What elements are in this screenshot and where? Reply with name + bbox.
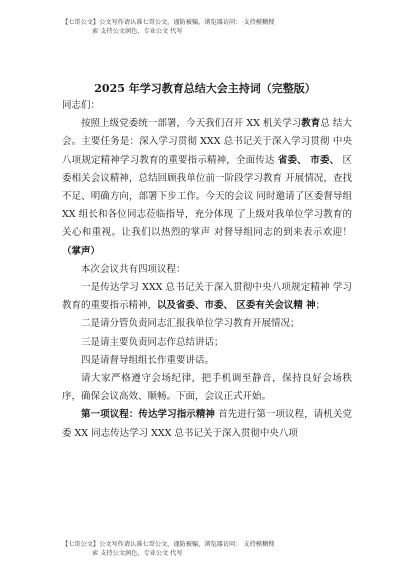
paragraph-intro: 按照上级党委统一部署，今天我们召开 XX 机关学习教育总 结大会。主要任务是：深入学习贯彻 XXX 总书记关于深入学习贯彻 中央八项规定精神学习教育的重要指示精神，全面传达 省委、 市委、 区委相关会议精神，总结回顾我单位前一阶段学习教育 开展情况，查找不足、明确方向，部署下步工作。今天的会议 同时邀请了区委督导组 XX 组长和各位同志莅临指导，充分体现 了上级对我单位学习教育的关心和重视。让我们以热烈的掌声 对督导组同志的到来表示欢迎！（掌声） xyxy=(62,118,352,257)
paragraph-agenda-2: 二是请分管负责同志汇报我单位学习教育开展情况； xyxy=(81,318,300,330)
footer-line-1: 【七哥公文】公文写作请认准七哥公文，谨防被骗，浏览器访问： 支持模糊搜 xyxy=(62,541,275,548)
paragraph-agenda-intro: 本次会议共有四项议程： xyxy=(81,263,186,275)
paragraph-agenda-1: 一是传达学习 XXX 总书记关于深入贯彻中央八项规定精神 学习教育的重要指示精神，以及省委、市委、 区委有关会议精 神； xyxy=(62,282,352,312)
document-body xyxy=(62,97,352,443)
paragraph-item-1: 第一项议程：传达学习指示精神 首先进行第一项议程，请机关党委 XX 同志传达学习 XXX 总书记关于深入贯彻中央八项 xyxy=(62,409,352,439)
page-footer xyxy=(62,540,370,558)
header-line-1: 【七哥公文】公文写作请认准七哥公文，谨防被骗，浏览器访问： 支持模糊搜 xyxy=(62,19,275,26)
footer-line-2: 索 支持公文润色，专业公文 代写 xyxy=(92,550,183,557)
paragraph-agenda-4: 四是请督导组组长作重要讲话。 xyxy=(81,354,215,366)
page-header xyxy=(62,18,370,36)
document-title: 2025 年学习教育总结大会主持词（完整版） xyxy=(94,82,316,95)
header-line-2: 索 支持公文润色，专业公文 代写 xyxy=(92,28,183,35)
salutation: 同志们： xyxy=(62,100,101,111)
paragraph-agenda-3: 三是请主要负责同志作总结讲话； xyxy=(81,336,224,348)
paragraph-discipline: 请大家严格遵守会场纪律，把手机调至静音，保持良好会场秩序，确保会议高效、顺畅。下面，会议正式开始。 xyxy=(62,373,352,403)
